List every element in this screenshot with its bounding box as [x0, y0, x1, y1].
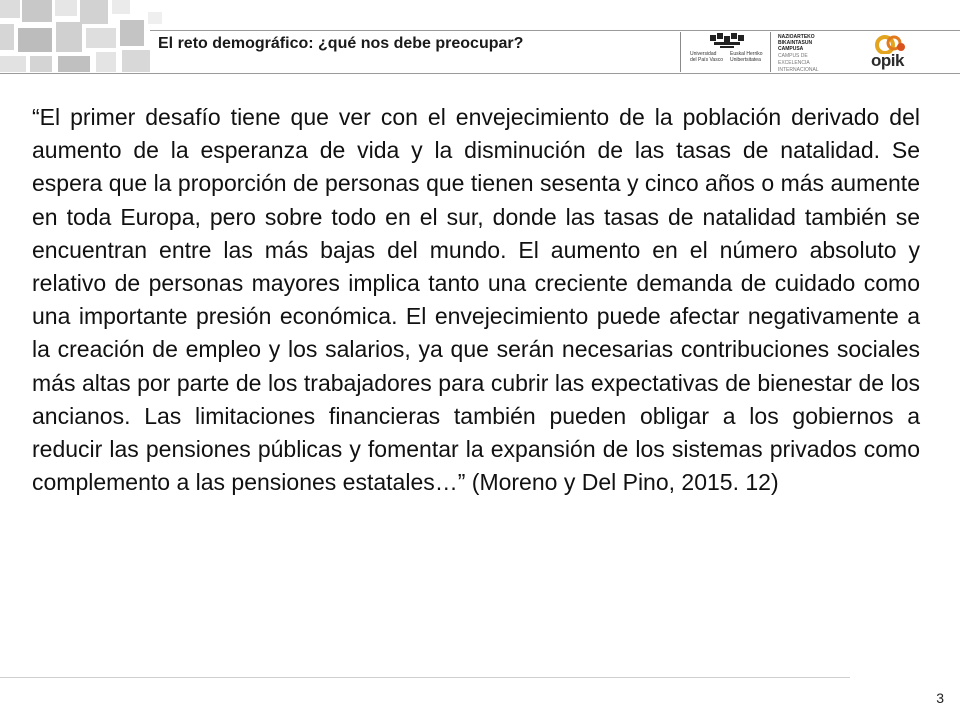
upv-caption-eu — [730, 51, 763, 63]
upv-caption-line: Unibertsitatea — [730, 57, 761, 63]
opik-logo — [868, 32, 914, 72]
campus-logo-subline: EXCELENCIA — [778, 60, 810, 66]
campus-logo-subline: CAMPUS DE — [778, 53, 808, 59]
upv-caption-line: del País Vasco — [690, 57, 723, 63]
decorative-mosaic-graphic — [0, 0, 170, 76]
page-number: 3 — [936, 690, 944, 706]
quote-text: “El primer desafío tiene que ver con el envejecimiento de la población derivado del aumento de la esperanza de vida y la disminución de las tasas de natalidad. Se espera que la proporción de personas que tienen sesenta y cinco años o más aumente en toda Europa, pero sobre todo en el sur, donde las tasas de natalidad también se encuentran entre las más bajas del mundo. El aumento en el número absoluto y relativo de personas mayores implica tanto una creciente demanda de cuidado como una importante presión económica. El envejecimiento puede afectar negativamente a la creación de empleo y los salarios, ya que serán necesarias contribuciones sociales más altas por parte de los trabajadores para cubrir las expectativas de bienestar de los ancianos. Las limitaciones financieras también pueden obligar a los gobiernos a reducir las pensiones públicas y fomentar la expansión de los sistemas privados como complemento a las pensiones estatales…” (Moreno y Del Pino, 2015. 12) — [32, 104, 920, 496]
upv-ehu-logo — [690, 33, 764, 71]
campus-logo-subline: INTERNACIONAL — [778, 67, 819, 73]
header-bottom-rule — [0, 73, 960, 74]
upv-ehu-emblem-icon — [710, 33, 744, 49]
footer-rule — [0, 677, 850, 678]
campus-logo-line: BIKAINTASUN — [778, 40, 813, 46]
header-top-rule — [150, 30, 960, 31]
opik-logo-text: opik — [871, 51, 904, 70]
upv-caption-line: Euskal Herriko — [730, 51, 763, 57]
upv-caption-line: Universidad — [690, 51, 717, 57]
slide-header — [0, 0, 960, 76]
campus-logo-line: NAZIOARTEKO — [778, 34, 815, 40]
upv-caption-es — [690, 51, 723, 63]
bizkaia-campus-logo — [778, 34, 848, 73]
header-divider — [680, 32, 681, 72]
logo-divider — [770, 32, 771, 72]
campus-logo-line: CAMPUSA — [778, 46, 804, 52]
slide-title: El reto demográfico: ¿qué nos debe preocupar? — [158, 35, 524, 52]
